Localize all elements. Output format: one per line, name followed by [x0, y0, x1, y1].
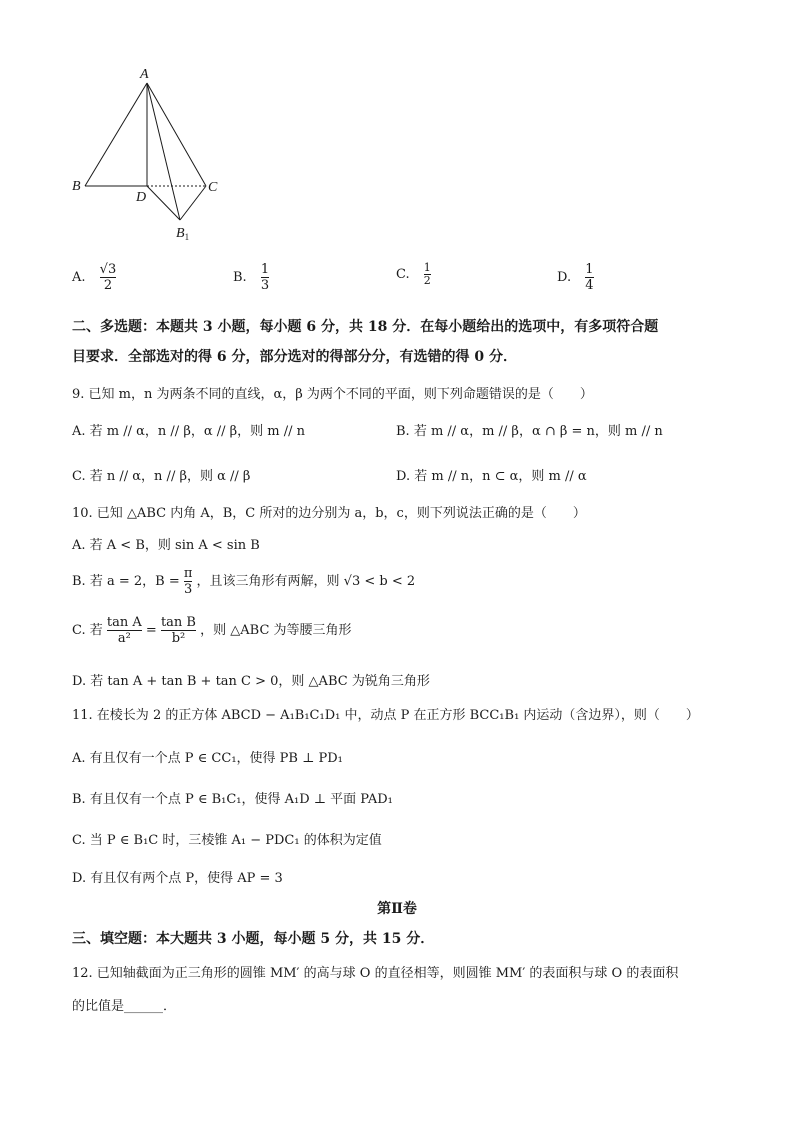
q10-option-b — [72, 566, 415, 597]
section2-line1: 二、多选题：本题共 3 小题，每小题 6 分，共 18 分．在每小题给出的选项中，有多项符合题 — [72, 319, 659, 335]
option-letter: B. — [233, 270, 247, 285]
fraction-denominator: 3 — [183, 582, 193, 597]
edge-DB1 — [147, 186, 180, 220]
q9-option-a: A. 若 m // α，n // β，α // β，则 m // n — [72, 424, 306, 439]
section2-line2: 目要求．全部选对的得 6 分，部分选对的得部分分，有选错的得 0 分． — [72, 349, 517, 365]
q8-option-c — [396, 262, 431, 287]
fraction-denominator: 2 — [103, 278, 113, 293]
edge-AB — [85, 83, 147, 186]
section3-heading: 三、填空题：本大题共 3 小题，每小题 5 分，共 15 分． — [72, 931, 435, 947]
q10-option-c — [72, 614, 352, 648]
edge-AB1 — [147, 83, 180, 220]
q11-option-d: D. 有且仅有两个点 P，使得 AP = 3 — [72, 871, 283, 886]
q8-option-b — [233, 262, 269, 293]
q11-option-a: A. 有且仅有一个点 P ∈ CC₁，使得 PB ⊥ PD₁ — [72, 751, 343, 766]
q12-line1: 12. 已知轴截面为正三角形的圆锥 MM′ 的高与球 O 的直径相等，则圆锥 MM′ 的表面积与球 O 的表面积 — [72, 966, 679, 981]
label-A: A — [140, 67, 149, 82]
q10-option-a: A. 若 A < B，则 sin A < sin B — [72, 538, 260, 553]
label-B1: $B_1$ — [176, 226, 190, 242]
fraction-numerator: tan A — [106, 615, 142, 630]
fraction-numerator: tan B — [160, 615, 196, 630]
fraction-denominator: a² — [117, 631, 131, 646]
pyramid-figure — [60, 60, 240, 250]
q10-option-d: D. 若 tan A + tan B + tan C > 0，则 △ABC 为锐角三角形 — [72, 674, 430, 689]
part2-title: 第Ⅱ卷 — [377, 901, 417, 917]
fraction-denominator: 3 — [260, 278, 270, 293]
edge-AC — [147, 83, 206, 186]
fraction-numerator: √3 — [99, 262, 117, 277]
q9-stem: 9. 已知 m，n 为两条不同的直线，α，β 为两个不同的平面，则下列命题错误的是（ ） — [72, 387, 593, 402]
q9-option-d: D. 若 m // n，n ⊂ α，则 m // α — [396, 469, 587, 484]
fraction-denominator: 2 — [423, 274, 431, 287]
fraction-numerator: π — [183, 566, 193, 581]
q11-option-c: C. 当 P ∈ B₁C 时，三棱锥 A₁ − PDC₁ 的体积为定值 — [72, 833, 382, 848]
option-letter: C. — [396, 267, 410, 282]
q9-option-c: C. 若 n // α，n // β，则 α // β — [72, 469, 251, 484]
q12-line2: 的比值是______． — [72, 999, 177, 1014]
label-C: C — [208, 180, 218, 195]
option-text: C. 若 — [72, 623, 103, 638]
label-B: B — [72, 179, 81, 194]
label-D: D — [136, 190, 147, 205]
q8-option-d — [557, 262, 594, 293]
option-text: ，且该三角形有两解，则 √3 < b < 2 — [196, 574, 416, 589]
option-letter: D. — [557, 270, 572, 285]
option-text: ，则 △ABC 为等腰三角形 — [200, 623, 352, 638]
q10-stem: 10. 已知 △ABC 内角 A，B，C 所对的边分别为 a，b，c，则下列说法正确的是（ ） — [72, 506, 586, 521]
option-letter: A. — [72, 270, 86, 285]
option-text: B. 若 a = 2，B = — [72, 574, 180, 589]
fraction-numerator: 1 — [260, 262, 270, 277]
fraction-numerator: 1 — [585, 262, 594, 277]
q8-option-a — [72, 262, 116, 293]
equals-sign: = — [145, 623, 157, 638]
q11-stem: 11. 在棱长为 2 的正方体 ABCD − A₁B₁C₁D₁ 中，动点 P 在正方形 BCC₁B₁ 内运动（含边界），则（ ） — [72, 708, 699, 723]
q9-option-b: B. 若 m // α，m // β，α ∩ β = n，则 m // n — [396, 424, 663, 439]
q11-option-b: B. 有且仅有一个点 P ∈ B₁C₁，使得 A₁D ⊥ 平面 PAD₁ — [72, 792, 393, 807]
edge-CB1 — [180, 186, 206, 220]
fraction-denominator: 4 — [585, 278, 594, 293]
fraction-numerator: 1 — [423, 261, 431, 274]
fraction-denominator: b² — [171, 631, 186, 646]
